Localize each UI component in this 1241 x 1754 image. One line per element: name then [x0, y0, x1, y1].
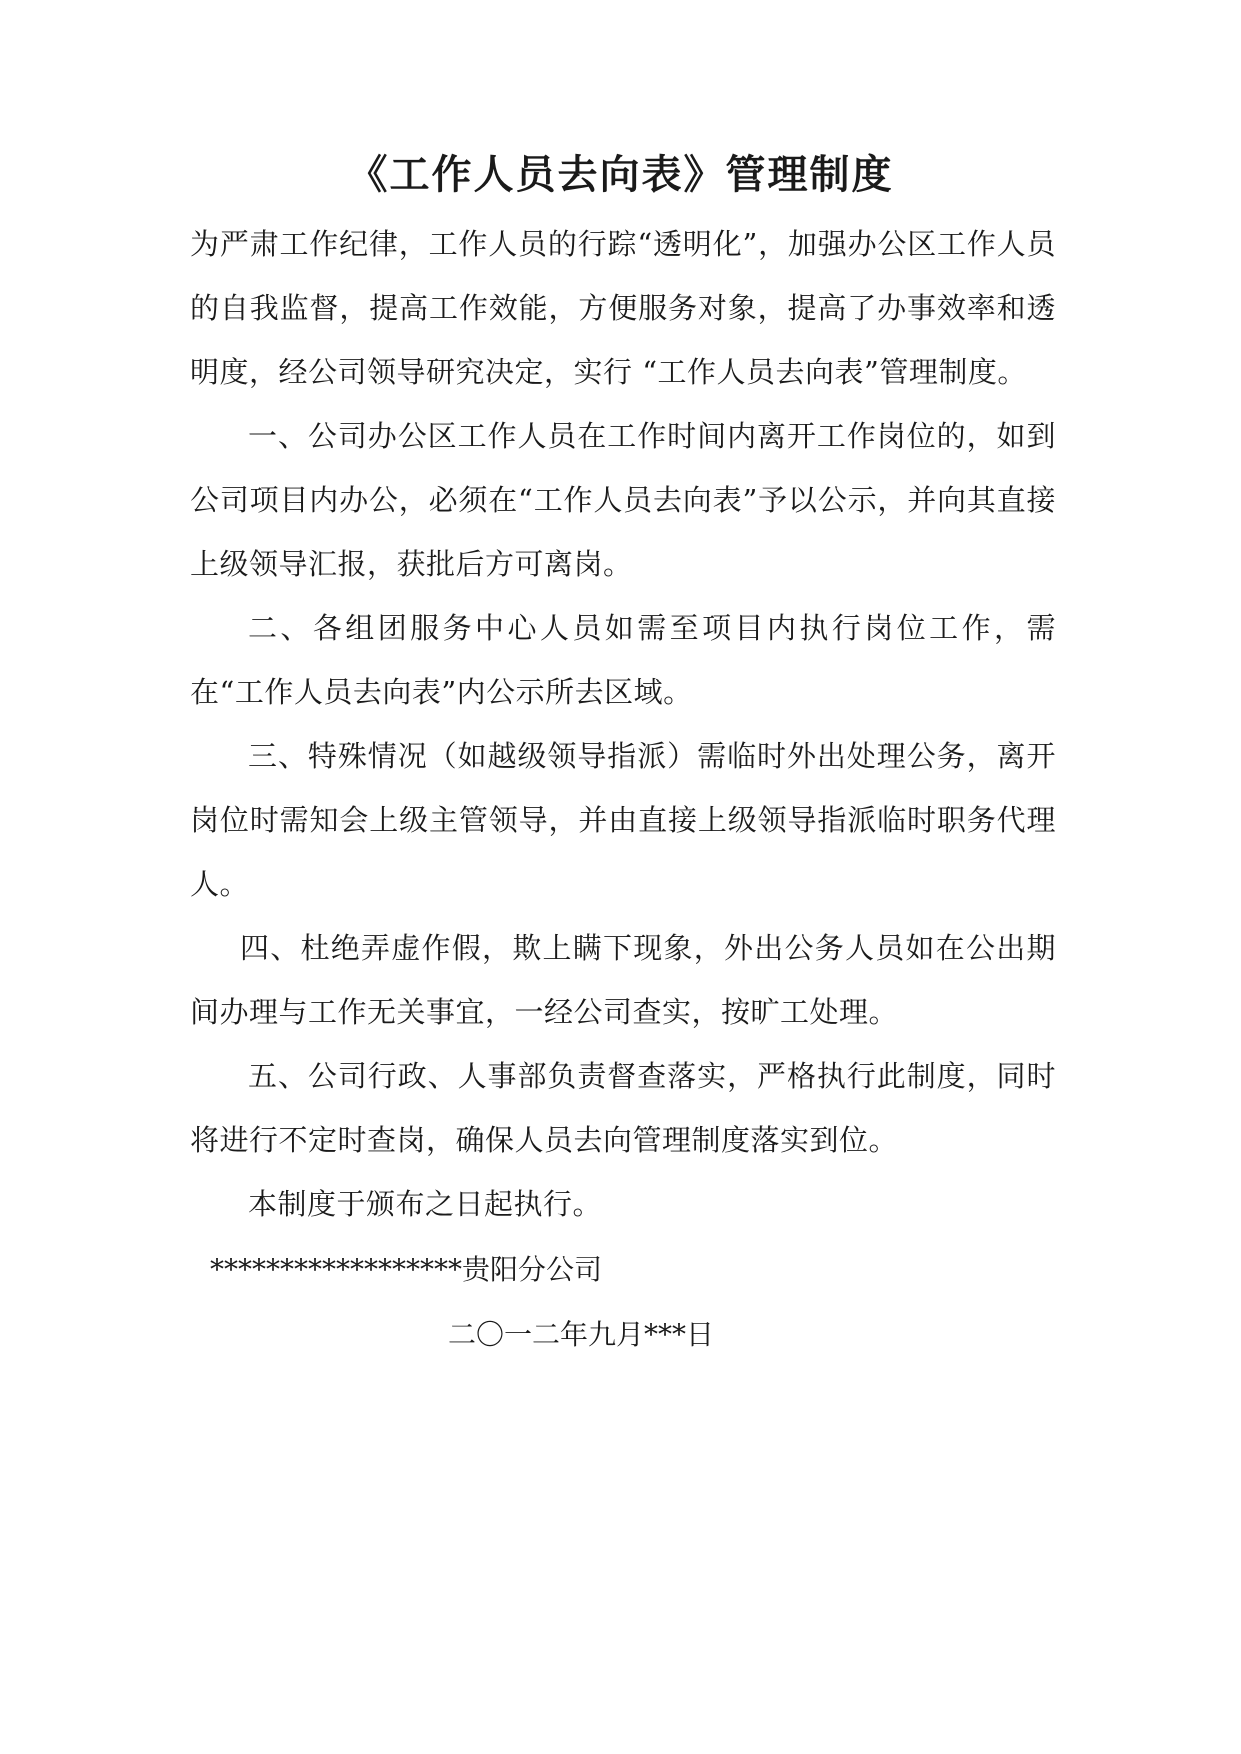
clause-5: 五、公司行政、人事部负责督查落实，严格执行此制度，同时将进行不定时查岗，确保人员去向管理制度落实到位。 [190, 1059, 1056, 1157]
clause-4: 四、杜绝弄虚作假，欺上瞒下现象，外出公务人员如在公出期间办理与工作无关事宜，一经公司查实，按旷工处理。 [190, 931, 1056, 1029]
closing-statement: 本制度于颁布之日起执行。 [248, 1187, 603, 1221]
clause-1: 一、公司办公区工作人员在工作时间内离开工作岗位的，如到公司项目内办公，必须在“工作人员去向表”予以公示，并向其直接上级领导汇报，获批后方可离岗。 [190, 419, 1056, 581]
signature-date: 二〇一二年九月***日 [448, 1318, 715, 1351]
document-title: 《工作人员去向表》管理制度 [347, 151, 894, 198]
intro-paragraph: 为严肃工作纪律，工作人员的行踪“透明化”，加强办公区工作人员的自我监督，提高工作效能，方便服务对象，提高了办事效率和透明度，经公司领导研究决定，实行 “工作人员去向表”管理制度。 [190, 227, 1056, 389]
clause-3: 三、特殊情况（如越级领导指派）需临时外出处理公务，离开岗位时需知会上级主管领导，并由直接上级领导指派临时职务代理人。 [190, 739, 1056, 901]
document-body [190, 212, 1056, 1236]
clause-2: 二、各组团服务中心人员如需至项目内执行岗位工作，需在“工作人员去向表”内公示所去区域。 [190, 611, 1056, 709]
signature-company: ******************贵阳分公司 [210, 1253, 603, 1286]
